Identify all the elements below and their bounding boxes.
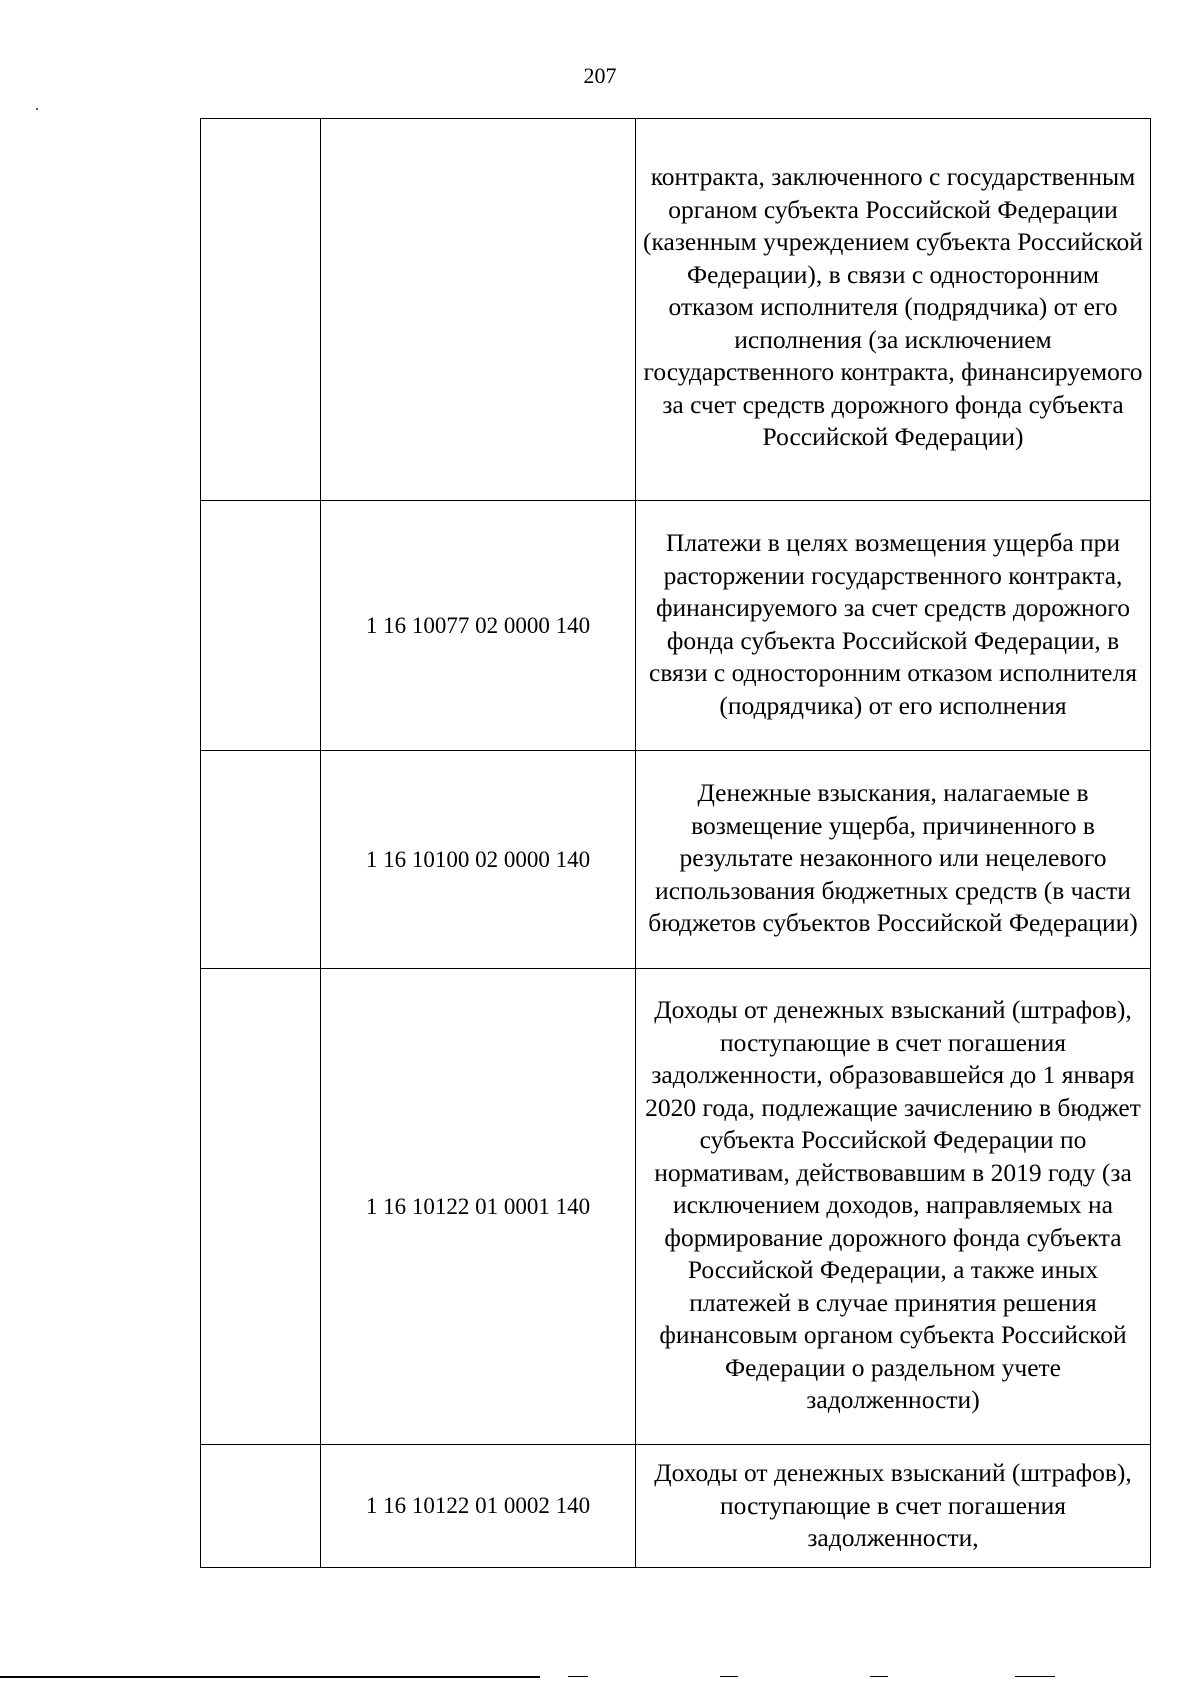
table-row [201,119,1151,501]
description-cell: Платежи в целях возмещения ущерба при расторжении государственного контракта, финансируемого за счет средств дорожного фонда субъекта Российской Федерации, в связи с односторонним отказом исполнителя (подрядчика) от его исполнения [636,501,1151,751]
scan-edge-dash [870,1676,888,1677]
scan-edge-dash [720,1676,738,1677]
budget-code-cell [321,119,636,501]
table-row [201,501,1151,751]
table-row [201,751,1151,969]
budget-code-cell: 1 16 10122 01 0002 140 [321,1445,636,1568]
scan-edge-line [0,1676,540,1678]
table-row [201,1445,1151,1568]
table-row [201,969,1151,1445]
admin-code-cell [201,751,321,969]
revenue-codes-table [200,118,1151,1568]
description-cell: контракта, заключенного с государственным органом субъекта Российской Федерации (казенным учреждением субъекта Российской Федерации), в связи с односторонним отказом исполнителя (подрядчика) от его исполнения (за исключением государственного контракта, финансируемого за счет средств дорожного фонда субъекта Российской Федерации) [636,119,1151,501]
page-number: 207 [583,63,617,88]
scan-edge-dash [568,1676,588,1677]
admin-code-cell [201,1445,321,1568]
description-cell: Доходы от денежных взысканий (штрафов), поступающие в счет погашения задолженности, образовавшейся до 1 января 2020 года, подлежащие зачислению в бюджет субъекта Российской Федерации по нормативам, действовавшим в 2019 году (за исключением доходов, направляемых на формирование дорожного фонда субъекта Российской Федерации, а также иных платежей в случае принятия решения финансовым органом субъекта Российской Федерации о раздельном учете задолженности) [636,969,1151,1445]
admin-code-cell [201,969,321,1445]
budget-code-cell: 1 16 10122 01 0001 140 [321,969,636,1445]
scan-speck [36,108,38,110]
budget-code-cell: 1 16 10077 02 0000 140 [321,501,636,751]
admin-code-cell [201,501,321,751]
scan-edge-dash [1015,1676,1055,1677]
description-cell: Денежные взыскания, налагаемые в возмещение ущерба, причиненного в результате незаконного или нецелевого использования бюджетных средств (в части бюджетов субъектов Российской Федерации) [636,751,1151,969]
admin-code-cell [201,119,321,501]
description-cell: Доходы от денежных взысканий (штрафов), поступающие в счет погашения задолженности, [636,1445,1151,1568]
budget-code-cell: 1 16 10100 02 0000 140 [321,751,636,969]
